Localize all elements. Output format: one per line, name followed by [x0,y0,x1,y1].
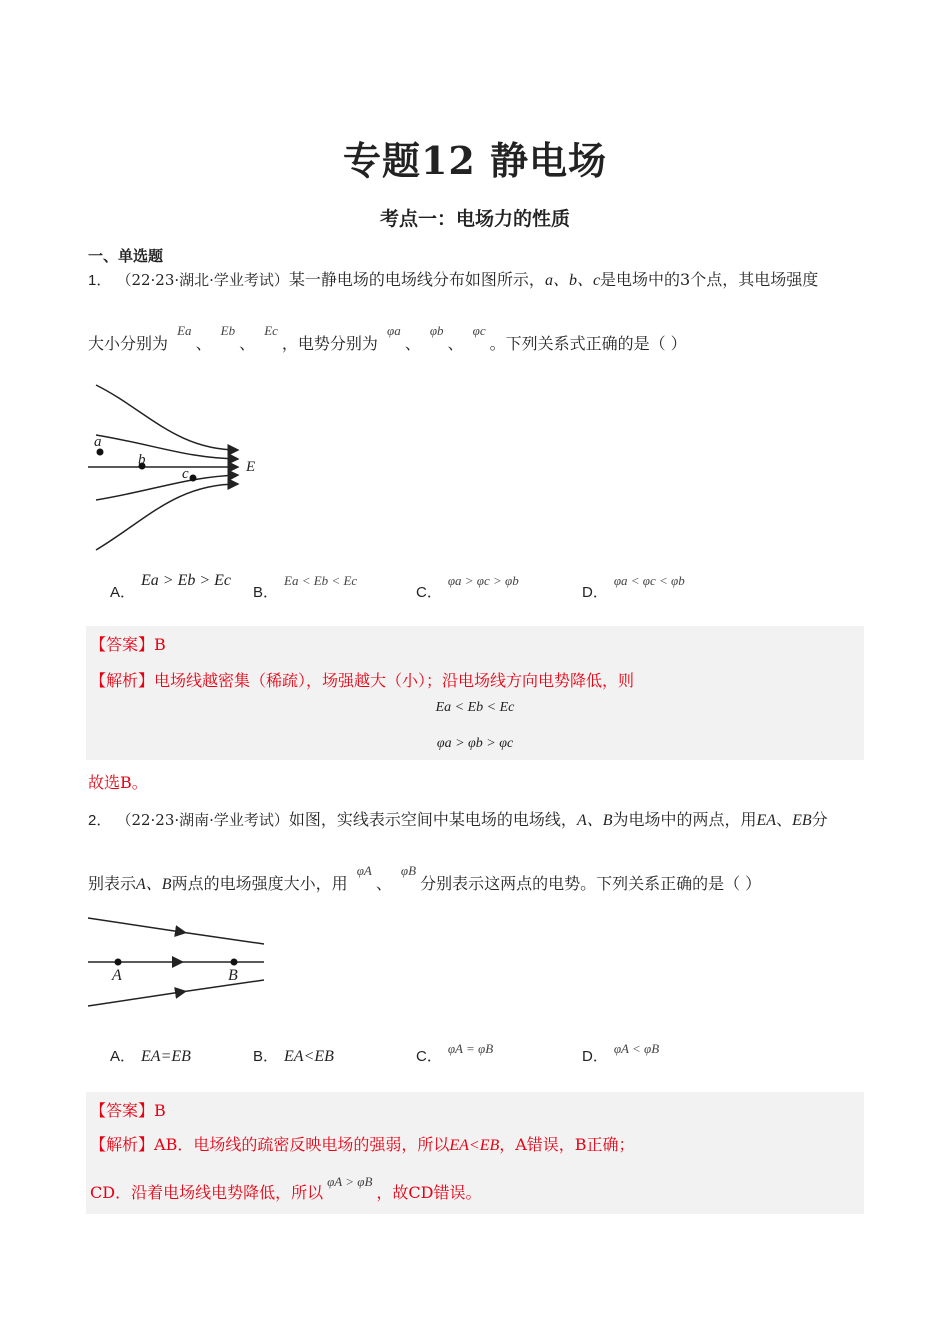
q2-line2-vars: A、B [136,876,172,893]
field-line-5 [96,484,238,550]
q1-answer-box [86,626,864,760]
analysis-text: AB．电场线的疏密反映电场的强弱，所以 [154,1135,450,1154]
q2-source: （22·23·湖南·学业考试） [116,811,289,829]
q2-stem-line2: 别表示A、B两点的电场强度大小，用 $^{\varphi A}$、 $^{\varphi B}$分别表示这两点的电势。下列关系正确的是（ ） [88,863,762,893]
q1-Ec: Ec [264,323,278,338]
q1-options [110,572,870,602]
q1-option-a[interactable] [110,572,232,603]
option-letter: D． [582,584,608,601]
q2-line2-b: 两点的电场强度大小，用 [171,874,348,893]
analysis-text: 电场线越密集（稀疏），场强越大（小）；沿电场线方向电势降低，则 [154,671,635,690]
label-E: E [246,459,256,475]
q2-analysis-line1 [90,1132,635,1155]
option-expr: Ea > Eb > Ec [141,572,232,589]
field-line-2 [96,435,238,459]
q2-stem-a: 如图，实线表示空间中某电场的电场线， [288,810,577,829]
field-line-bottom [88,992,181,1006]
q1-stem-vars: a、b、c [544,272,601,289]
option-letter: C． [416,1048,442,1065]
point-B [231,959,238,966]
q2-option-d[interactable] [582,1041,660,1067]
option-letter: A． [110,1048,136,1065]
q1-phi-b: φb [429,323,444,338]
q2-stem-line1: 2． （22·23·湖南·学业考试）如图，实线表示空间中某电场的电场线，A、B为电场中的两点，用EA、EB分 [88,810,828,829]
label-a: a [94,434,102,450]
label-B: B [228,967,238,984]
q2-EA: EA [756,812,777,829]
q1-source: （22·23·湖北·学业考试） [116,271,289,289]
field-line-bottom-rest [181,980,264,992]
option-expr: φA = φB [447,1041,494,1056]
q1-conclusion: 故选B。 [88,773,148,792]
point-c [190,475,197,482]
q1-eq2: φa > φb > φc [436,736,514,751]
option-expr: Ea < Eb < Ec [284,573,358,588]
option-letter: A． [110,584,136,601]
q2-stem-vars: A、B [576,812,613,829]
q2-field-lines-figure [86,912,271,1012]
analysis-text-tail: ，A错误，B正确； [499,1135,635,1154]
option-letter: D． [582,1048,608,1065]
label-b: b [138,452,146,468]
field-line-top [88,918,181,932]
label-c: c [182,466,189,482]
q1-answer: 【答案】B [90,635,166,654]
q1-phi-a: φa [387,323,401,338]
q2-options [110,1040,870,1070]
q2-option-c[interactable] [416,1041,494,1067]
q1-stem-line1 [88,270,818,291]
topic-subtitle: 考点一：电场力的性质 [379,208,570,230]
q1-eq1: Ea < Eb < Ec [435,700,515,715]
point-A [115,959,122,966]
analysis-expr: φA > φB [327,1174,373,1189]
field-line-top-rest [181,932,264,944]
option-letter: C． [416,584,442,601]
option-letter: B． [253,584,279,601]
q1-field-lines-figure [86,380,266,555]
analysis-expr: EA<EB [449,1137,500,1154]
q2-stem-c: 分 [811,810,828,829]
analysis-label: 【解析】 [90,1135,155,1154]
page-title: 专题12 静电场 [342,138,608,183]
q1-line2-b: ，电势分别为 [281,334,378,353]
section-heading: 一、单选题 [88,247,164,265]
q1-line2-c: 。下列关系式正确的是（ ） [489,334,687,353]
field-line-1 [96,385,238,450]
q2-option-a[interactable] [110,1046,191,1067]
q1-number: 1． [88,272,112,289]
label-A: A [112,967,122,984]
q1-stem-a: 某一静电场的电场线分布如图所示， [288,270,545,289]
q2-answer-box [86,1092,864,1214]
analysis-label: 【解析】 [90,671,155,690]
q1-phi-c: φc [472,323,486,338]
q1-analysis [90,668,634,691]
q2-EB: EB [792,812,812,829]
option-letter: B． [253,1048,279,1065]
option-expr: φa > φc > φb [447,573,519,588]
q1-option-b[interactable] [253,573,358,603]
q2-option-b[interactable] [253,1046,334,1067]
q2-line2-c: 分别表示这两点的电势。下列关系正确的是（ ） [420,874,762,893]
q2-answer: 【答案】B [90,1101,166,1120]
option-expr: φA < φB [613,1041,660,1056]
q1-line2-a: 大小分别为 [88,334,169,353]
q2-number: 2． [88,812,112,829]
q2-analysis-line2 [90,1174,482,1203]
q2-phi-A: φA [356,863,372,878]
analysis-text: CD．沿着电场线电势降低，所以 [90,1183,324,1202]
q2-stem-b: 为电场中的两点，用 [612,810,757,829]
field-line-4 [96,475,238,500]
q1-stem-b: 是电场中的3个点，其电场强度 [600,270,819,289]
q1-Ea: Ea [177,323,192,338]
q2-phi-B: φB [400,863,417,878]
option-expr: φa < φc < φb [613,573,685,588]
q1-Eb: Eb [220,323,236,338]
analysis-text-tail: ，故CD错误。 [376,1183,482,1202]
q2-line2-a: 别表示 [88,874,137,893]
option-expr: EA<EB [284,1048,334,1065]
q1-stem-line2: 大小分别为 $^{Ea}$、 $^{Eb}$、 $^{Ec}$，电势分别为 $^{\varphi a}$、 $^{\varphi b}$、 $^{\varphi c}$。下列关系式正确的是（ ） [88,323,687,353]
option-expr: EA=EB [141,1048,191,1065]
